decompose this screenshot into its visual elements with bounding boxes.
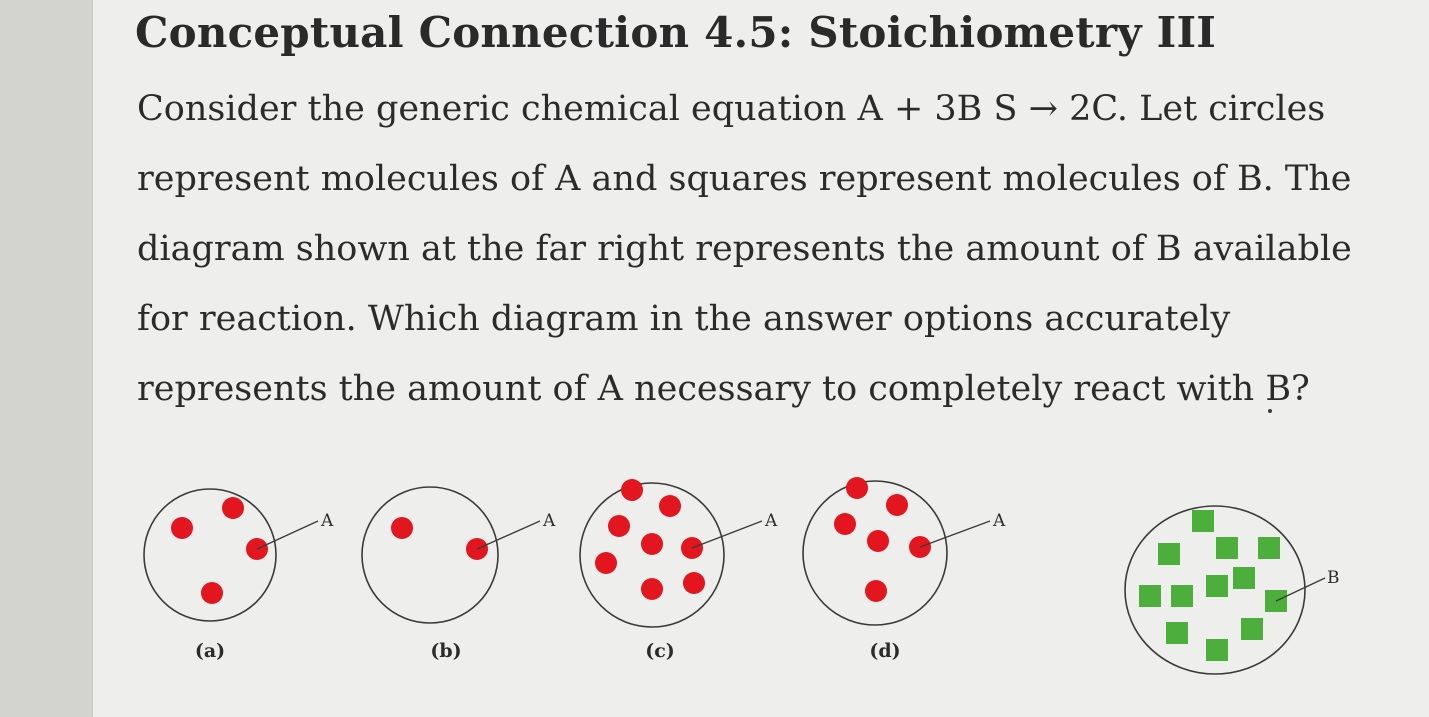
molecule-a [201, 582, 223, 604]
option-d-diagram[interactable] [803, 477, 1006, 662]
option-c-diagram[interactable] [580, 479, 778, 662]
option-b-label: A [543, 511, 556, 531]
option-d-label: A [993, 511, 1006, 531]
molecule-a [846, 477, 868, 499]
option-c-caption: (c) [645, 640, 675, 662]
stray-mark [1268, 409, 1272, 413]
molecule-b [1158, 543, 1180, 565]
molecule-a [391, 517, 413, 539]
option-a-diagram[interactable] [144, 489, 334, 662]
reference-label: B [1327, 568, 1340, 588]
molecule-a [641, 533, 663, 555]
molecule-a [595, 552, 617, 574]
molecule-b [1171, 585, 1193, 607]
option-a-label: A [321, 511, 334, 531]
molecule-b [1139, 585, 1161, 607]
molecule-a [621, 479, 643, 501]
page-title: Conceptual Connection 4.5: Stoichiometry III [135, 8, 1217, 57]
question-line-4: for reaction. Which diagram in the answer options accurately [137, 299, 1231, 339]
option-d-caption: (d) [869, 640, 901, 662]
label-leader-line [920, 521, 990, 547]
label-leader-line [692, 521, 762, 548]
molecule-a [222, 497, 244, 519]
question-line-5: represents the amount of A necessary to completely react with B? [137, 369, 1310, 409]
molecule-b [1258, 537, 1280, 559]
molecule-b [1233, 567, 1255, 589]
molecule-a [886, 494, 908, 516]
molecule-a [683, 572, 705, 594]
question-line-1: Consider the generic chemical equation A + 3B S → 2C. Let circles [137, 89, 1326, 129]
molecule-a [171, 517, 193, 539]
option-b-diagram[interactable] [362, 487, 556, 662]
reference-b-diagram [1125, 506, 1340, 674]
label-leader-line [477, 521, 540, 549]
molecule-a [834, 513, 856, 535]
molecule-b [1192, 510, 1214, 532]
molecule-a [867, 530, 889, 552]
molecule-b [1241, 618, 1263, 640]
option-b-caption: (b) [430, 640, 462, 662]
option-c-label: A [765, 511, 778, 531]
option-a-caption: (a) [194, 640, 226, 662]
molecule-b [1166, 622, 1188, 644]
molecule-b [1216, 537, 1238, 559]
molecule-a [641, 578, 663, 600]
molecule-a [659, 495, 681, 517]
molecule-b [1206, 639, 1228, 661]
label-leader-line [1276, 578, 1325, 601]
question-line-3: diagram shown at the far right represents the amount of B available [137, 229, 1352, 269]
molecule-a [865, 580, 887, 602]
question-line-2: represent molecules of A and squares represent molecules of B. The [137, 159, 1352, 199]
molecule-b [1206, 575, 1228, 597]
molecule-a [608, 515, 630, 537]
label-leader-line [257, 521, 318, 549]
